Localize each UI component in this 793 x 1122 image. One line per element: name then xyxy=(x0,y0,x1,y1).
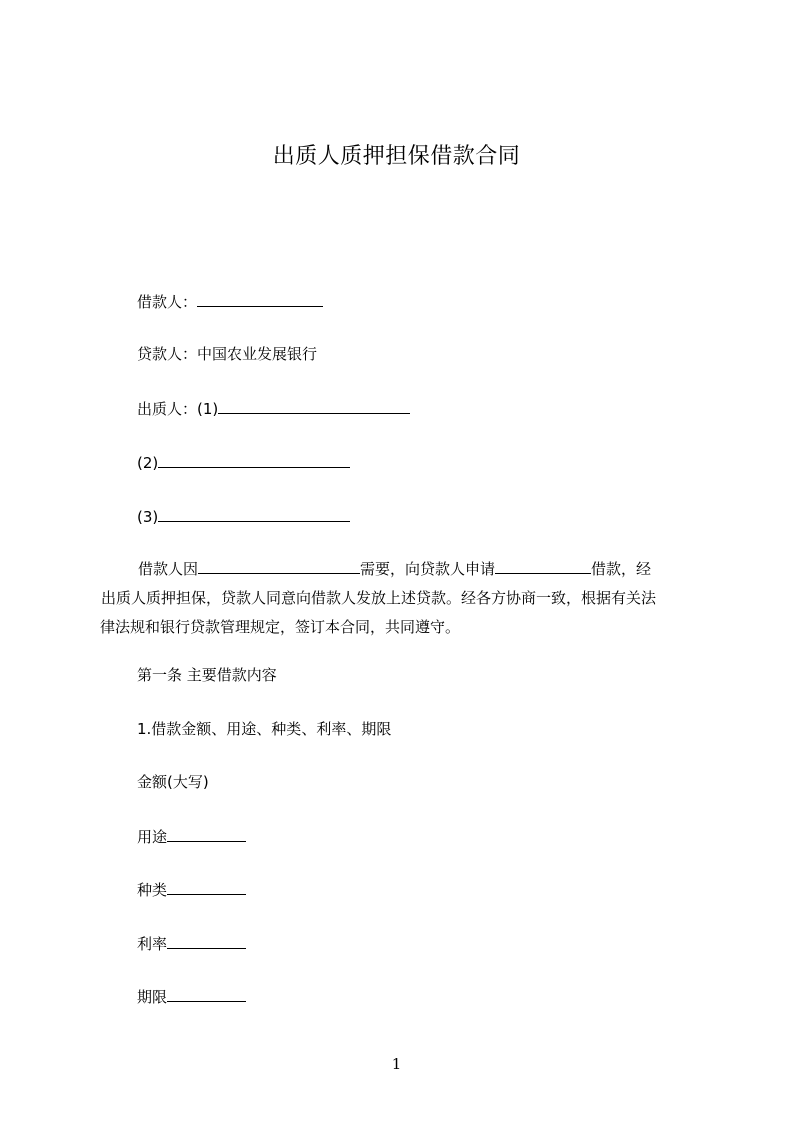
term-line xyxy=(137,986,246,1007)
reason-blank xyxy=(198,558,360,574)
borrower-line xyxy=(137,291,323,312)
pledgor-3-label: (3) xyxy=(137,508,159,526)
pledgor-label: 出质人：(1) xyxy=(137,400,219,418)
rate-line xyxy=(137,933,246,954)
pledgor-3-blank xyxy=(158,506,350,522)
term-label: 期限 xyxy=(137,988,168,1006)
borrower-blank xyxy=(197,291,323,307)
pledgor-line-1 xyxy=(137,398,410,419)
amount-line xyxy=(137,772,209,792)
pledgor-2-blank xyxy=(158,452,350,468)
type-label: 种类 xyxy=(137,881,168,899)
pledgor-2-label: (2) xyxy=(137,454,159,472)
preamble-row-2: 出质人质押担保，贷款人同意向借款人发放上述贷款。经各方协商一致，根据有关法 xyxy=(101,589,657,607)
term-blank xyxy=(167,986,246,1002)
rate-blank xyxy=(167,933,246,949)
preamble-paragraph xyxy=(100,555,704,642)
item1-heading: 1.借款金额、用途、种类、利率、期限 xyxy=(137,720,392,738)
pledgor-line-2 xyxy=(137,452,350,473)
preamble-part2: 需要，向贷款人申请 xyxy=(360,560,496,578)
loan-type-blank xyxy=(495,558,591,574)
preamble-part1: 借款人因 xyxy=(138,560,199,578)
pledgor-line-3 xyxy=(137,506,350,527)
pledgor-1-blank xyxy=(218,398,410,414)
preamble-row-1 xyxy=(100,555,704,584)
page-number: 1 xyxy=(391,1055,402,1073)
type-blank xyxy=(167,879,246,895)
borrower-label: 借款人： xyxy=(137,293,198,311)
lender-line xyxy=(137,344,317,364)
purpose-line xyxy=(137,826,246,847)
article1-heading: 第一条 主要借款内容 xyxy=(137,666,277,684)
amount-label: 金额(大写) xyxy=(137,773,209,791)
purpose-blank xyxy=(167,826,246,842)
type-line xyxy=(137,879,246,900)
lender-label: 贷款人：中国农业发展银行 xyxy=(137,345,318,363)
rate-label: 利率 xyxy=(137,935,168,953)
document-title: 出质人质押担保借款合同 xyxy=(272,144,521,169)
preamble-part3: 借款，经 xyxy=(591,560,652,578)
preamble-row-3: 律法规和银行贷款管理规定，签订本合同，共同遵守。 xyxy=(100,618,461,636)
purpose-label: 用途 xyxy=(137,828,168,846)
